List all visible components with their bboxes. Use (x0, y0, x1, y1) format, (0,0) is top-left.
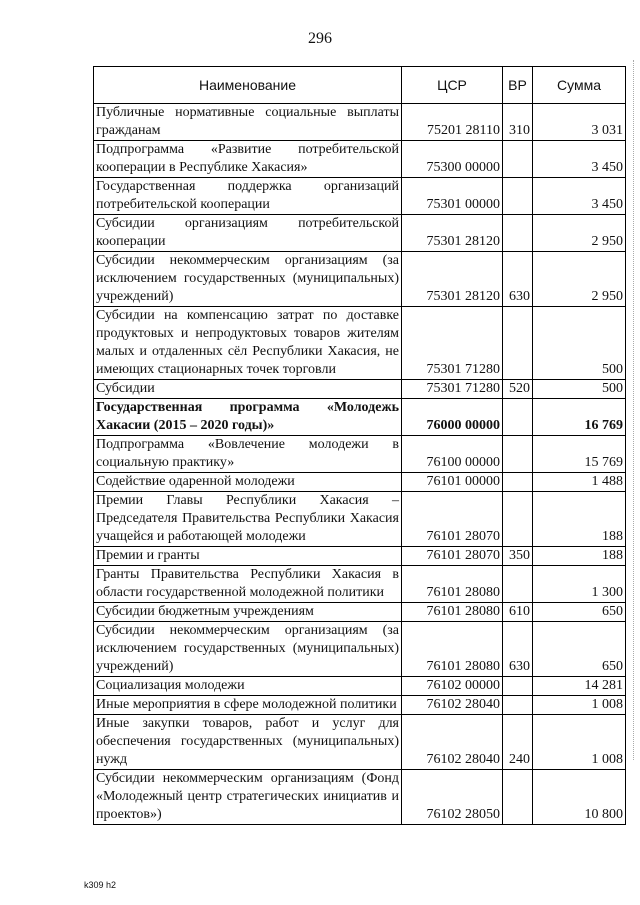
table-row (94, 252, 626, 307)
page-edge (633, 60, 640, 760)
cell-csr: 76102 28050 (402, 770, 503, 825)
cell-name: Подпрограмма «Вовлечение молодежи в социальную практику» (94, 436, 402, 473)
cell-name: Иные закупки товаров, работ и услуг для обеспечения государственных (муниципальных) нужд (94, 715, 402, 770)
cell-csr: 76102 28040 (402, 715, 503, 770)
cell-name: Субсидии (94, 380, 402, 399)
table-row (94, 141, 626, 178)
table-row (94, 566, 626, 603)
table-row (94, 677, 626, 696)
cell-sum: 1 008 (533, 715, 626, 770)
cell-vr (503, 436, 533, 473)
cell-sum: 1 008 (533, 696, 626, 715)
cell-sum: 500 (533, 380, 626, 399)
cell-vr (503, 770, 533, 825)
cell-vr: 350 (503, 547, 533, 566)
cell-csr: 75301 28120 (402, 252, 503, 307)
cell-name: Субсидии некоммерческим организациям (за исключением государственных (муниципальных) учреждений) (94, 252, 402, 307)
cell-sum: 1 300 (533, 566, 626, 603)
table-row (94, 307, 626, 380)
cell-csr: 75201 28110 (402, 104, 503, 141)
table-row (94, 215, 626, 252)
cell-sum: 650 (533, 622, 626, 677)
budget-table (93, 66, 626, 825)
cell-vr: 310 (503, 104, 533, 141)
cell-vr (503, 696, 533, 715)
cell-name: Подпрограмма «Развитие потребительской кооперации в Республике Хакасия» (94, 141, 402, 178)
header-csr: ЦСР (402, 67, 503, 104)
cell-name: Иные мероприятия в сфере молодежной политики (94, 696, 402, 715)
header-name: Наименование (94, 67, 402, 104)
cell-csr: 75301 00000 (402, 178, 503, 215)
cell-csr: 76101 28080 (402, 622, 503, 677)
cell-sum: 500 (533, 307, 626, 380)
table-row (94, 603, 626, 622)
table-row (94, 380, 626, 399)
cell-csr: 75301 71280 (402, 380, 503, 399)
table-row (94, 473, 626, 492)
cell-sum: 2 950 (533, 215, 626, 252)
cell-sum: 14 281 (533, 677, 626, 696)
cell-name: Премии Главы Республики Хакасия – Председателя Правительства Республики Хакасия учащейся и работающей молодежи (94, 492, 402, 547)
cell-name: Публичные нормативные социальные выплаты гражданам (94, 104, 402, 141)
cell-vr (503, 178, 533, 215)
cell-sum: 3 031 (533, 104, 626, 141)
cell-vr: 630 (503, 622, 533, 677)
table-row (94, 770, 626, 825)
table-row (94, 622, 626, 677)
header-vr: ВР (503, 67, 533, 104)
table-row (94, 104, 626, 141)
cell-vr: 520 (503, 380, 533, 399)
cell-csr: 76000 00000 (402, 399, 503, 436)
header-sum: Сумма (533, 67, 626, 104)
cell-name: Субсидии некоммерческим организациям (за исключением государственных (муниципальных) учреждений) (94, 622, 402, 677)
table-row (94, 547, 626, 566)
cell-csr: 76101 28080 (402, 603, 503, 622)
cell-name: Субсидии на компенсацию затрат по доставке продуктовых и непродуктовых товаров жителям малых и отдаленных сёл Республики Хакасия, не имеющих стационарных точек торговли (94, 307, 402, 380)
cell-sum: 15 769 (533, 436, 626, 473)
table-row (94, 399, 626, 436)
table-header-row (94, 67, 626, 104)
cell-vr (503, 215, 533, 252)
cell-csr: 75300 00000 (402, 141, 503, 178)
table-row (94, 715, 626, 770)
cell-vr: 630 (503, 252, 533, 307)
cell-sum: 3 450 (533, 178, 626, 215)
table-row (94, 492, 626, 547)
cell-csr: 76100 00000 (402, 436, 503, 473)
cell-vr: 610 (503, 603, 533, 622)
cell-csr: 76101 00000 (402, 473, 503, 492)
cell-name: Содействие одаренной молодежи (94, 473, 402, 492)
cell-csr: 75301 28120 (402, 215, 503, 252)
cell-sum: 2 950 (533, 252, 626, 307)
cell-sum: 188 (533, 492, 626, 547)
cell-sum: 3 450 (533, 141, 626, 178)
cell-name: Социализация молодежи (94, 677, 402, 696)
cell-name: Гранты Правительства Республики Хакасия в области государственной молодежной политики (94, 566, 402, 603)
cell-name: Государственная программа «Молодежь Хакасии (2015 – 2020 годы)» (94, 399, 402, 436)
cell-vr (503, 492, 533, 547)
cell-csr: 76101 28070 (402, 492, 503, 547)
cell-csr: 76102 00000 (402, 677, 503, 696)
cell-sum: 16 769 (533, 399, 626, 436)
cell-vr (503, 141, 533, 178)
cell-name: Субсидии организациям потребительской кооперации (94, 215, 402, 252)
cell-vr (503, 677, 533, 696)
cell-vr: 240 (503, 715, 533, 770)
cell-csr: 76101 28070 (402, 547, 503, 566)
cell-csr: 76102 28040 (402, 696, 503, 715)
cell-sum: 650 (533, 603, 626, 622)
footer-code: k309 h2 (84, 880, 117, 890)
cell-sum: 1 488 (533, 473, 626, 492)
cell-vr (503, 473, 533, 492)
cell-vr (503, 399, 533, 436)
table-row (94, 696, 626, 715)
table-row (94, 436, 626, 473)
cell-name: Субсидии некоммерческим организациям (Фонд «Молодежный центр стратегических инициатив и проектов») (94, 770, 402, 825)
cell-vr (503, 307, 533, 380)
table-row (94, 178, 626, 215)
cell-vr (503, 566, 533, 603)
cell-csr: 75301 71280 (402, 307, 503, 380)
cell-name: Государственная поддержка организаций потребительской кооперации (94, 178, 402, 215)
cell-name: Субсидии бюджетным учреждениям (94, 603, 402, 622)
cell-sum: 10 800 (533, 770, 626, 825)
cell-csr: 76101 28080 (402, 566, 503, 603)
cell-sum: 188 (533, 547, 626, 566)
page-number: 296 (308, 30, 332, 47)
cell-name: Премии и гранты (94, 547, 402, 566)
